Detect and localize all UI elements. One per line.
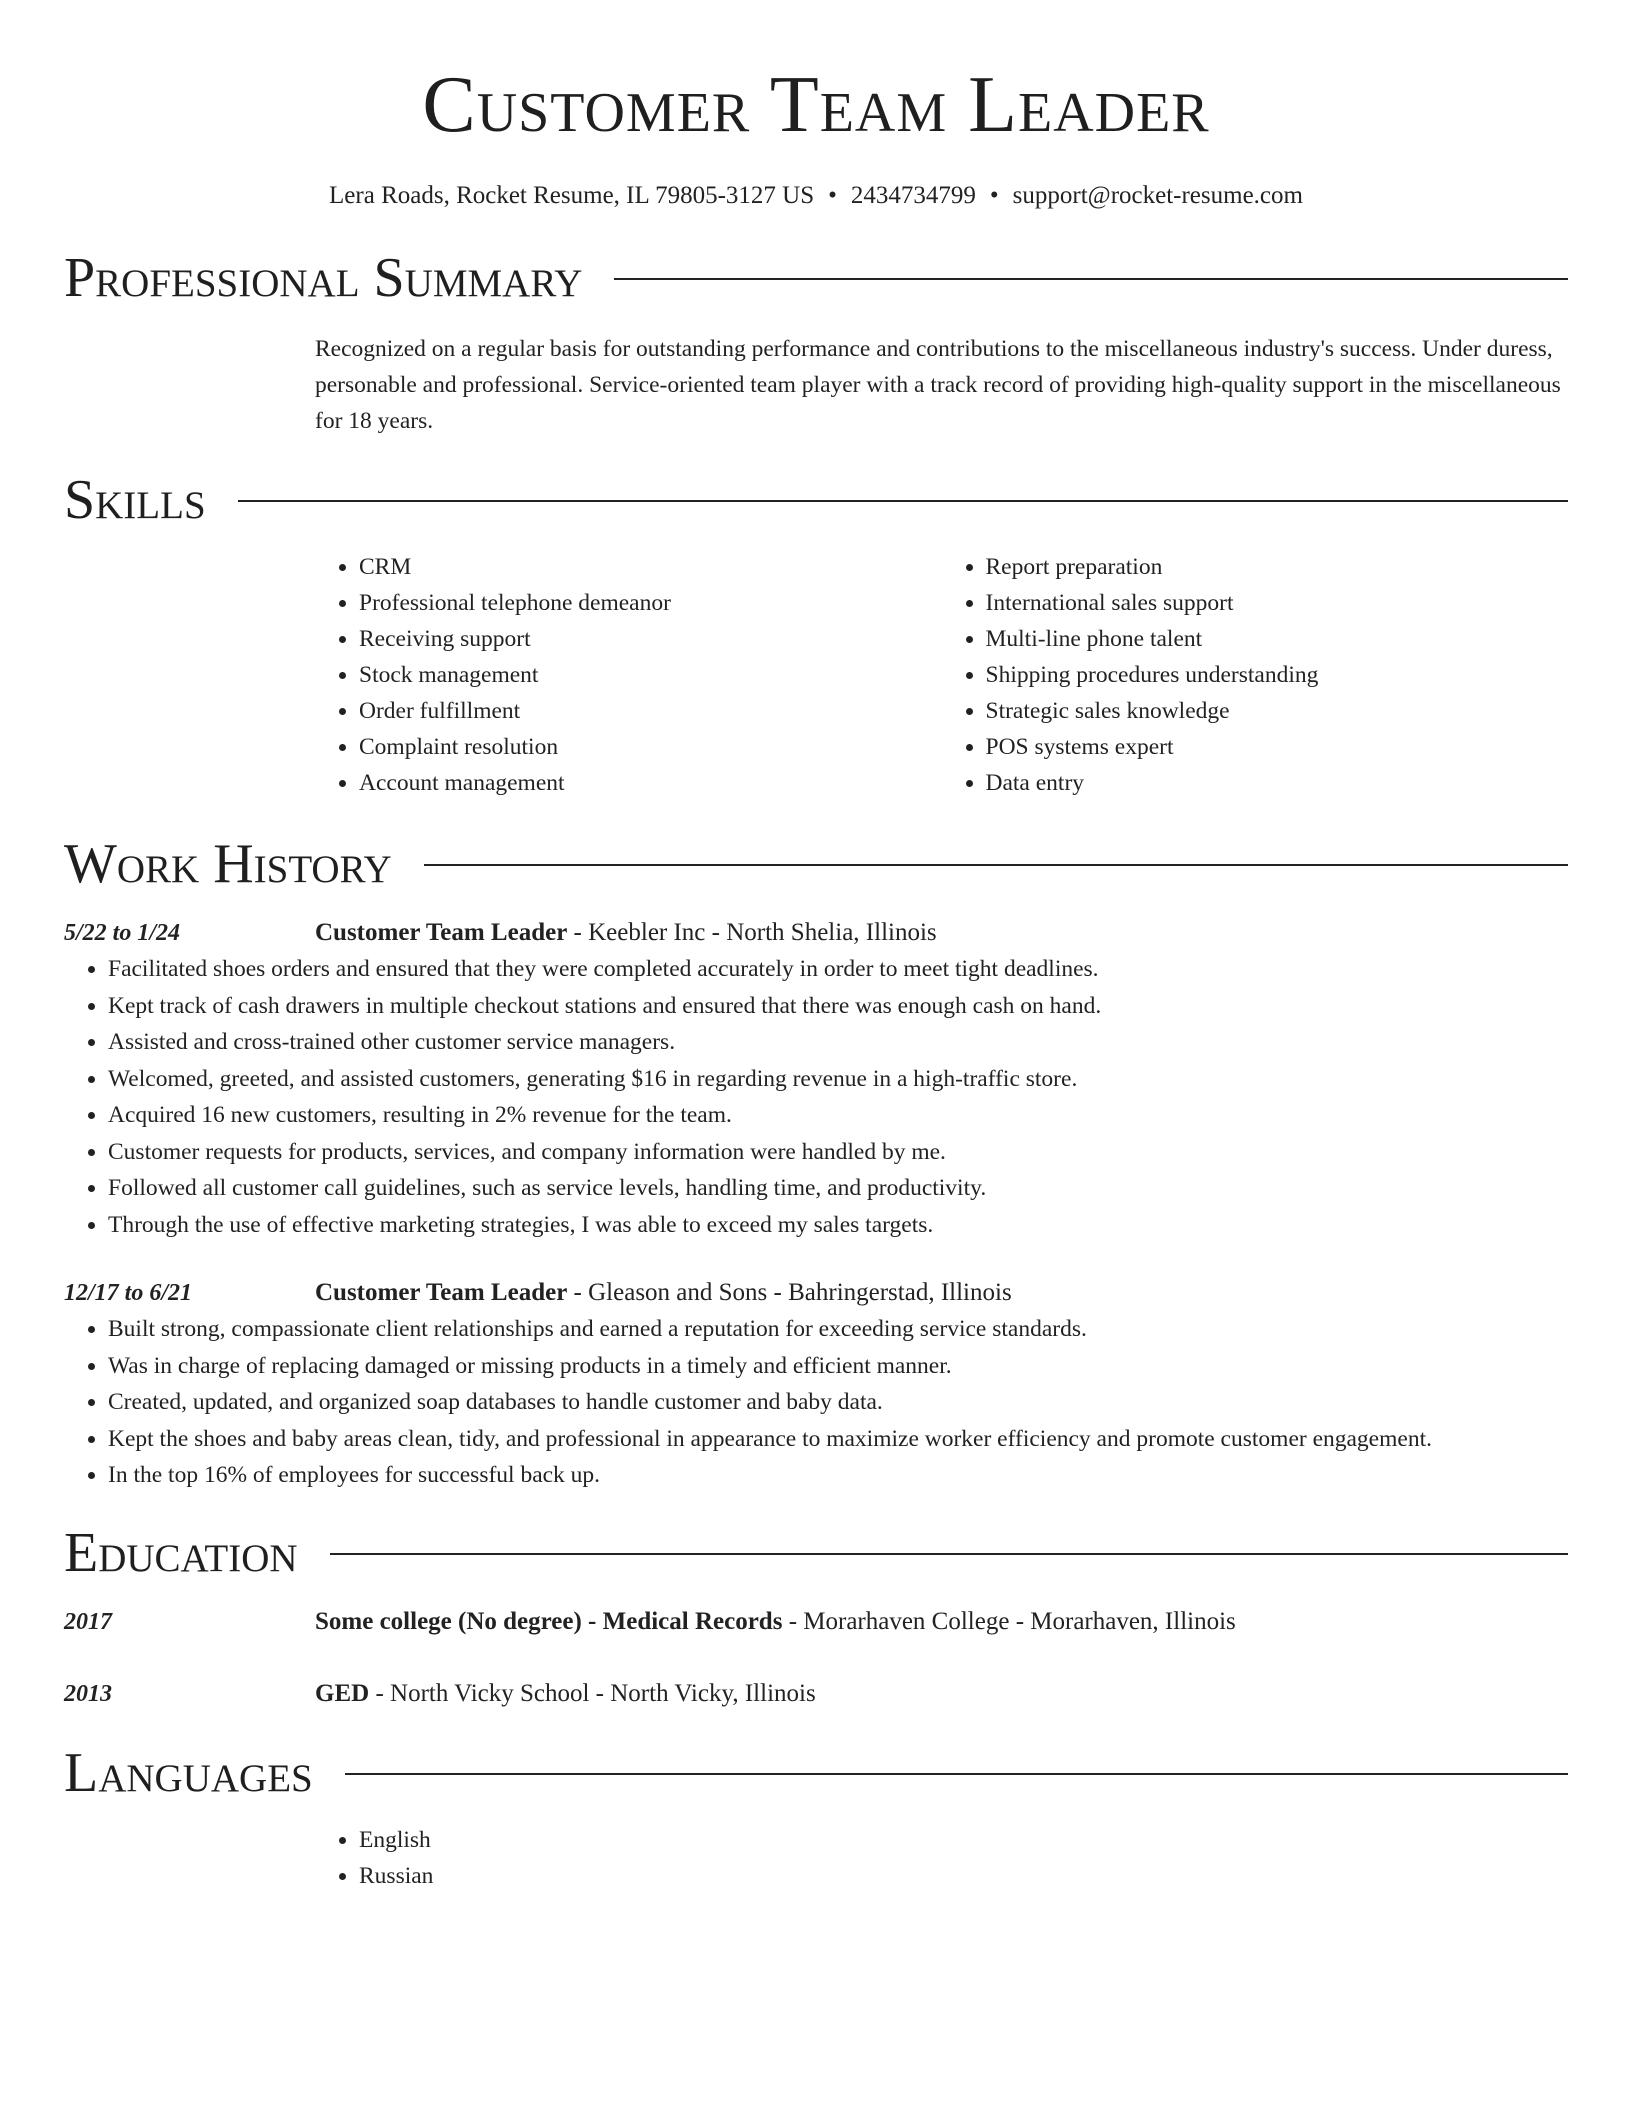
language-item: • Russian <box>359 1858 1568 1894</box>
job-bullet: • In the top 16% of employees for successful back up. <box>108 1457 1568 1494</box>
section-divider <box>330 1553 1568 1555</box>
job-title: Customer Team Leader <box>315 919 568 946</box>
skill-item: • Shipping procedures understanding <box>986 657 1569 693</box>
section-title: Work History <box>64 833 392 895</box>
education-degree: Some college (No degree) - Medical Records <box>315 1607 783 1635</box>
languages-heading <box>64 1738 1568 1808</box>
skill-item: • Data entry <box>986 765 1569 801</box>
contact-line <box>64 180 1568 212</box>
skills-list-right <box>942 549 1569 801</box>
contact-address: Lera Roads, Rocket Resume, IL 79805-3127 US <box>329 182 815 209</box>
job-bullet: • Built strong, compassionate client relationships and earned a reputation for exceeding service standards. <box>108 1311 1568 1348</box>
job-company: - Keebler Inc - North Shelia, Illinois <box>567 919 937 946</box>
education-heading-text <box>315 1604 1568 1640</box>
candidate-name: Customer Team Leader <box>422 61 1210 149</box>
skill-item: • Strategic sales knowledge <box>986 693 1569 729</box>
job-bullet: • Facilitated shoes orders and ensured that they were completed accurately in order to meet tight deadlines. <box>108 951 1568 988</box>
section-title: Professional Summary <box>64 247 583 309</box>
education-year: 2013 <box>64 1680 112 1707</box>
skill-item: • Professional telephone demeanor <box>359 585 942 621</box>
contact-phone: 2434734799 <box>850 182 976 209</box>
job-bullet: • Through the use of effective marketing strategies, I was able to exceed my sales targets. <box>108 1207 1568 1244</box>
skill-item: • POS systems expert <box>986 729 1569 765</box>
job-bullet: • Created, updated, and organized soap databases to handle customer and baby data. <box>108 1384 1568 1421</box>
contact-email: support@rocket-resume.com <box>1012 182 1303 209</box>
job-bullet: • Assisted and cross-trained other customer service managers. <box>108 1024 1568 1061</box>
section-divider <box>345 1773 1568 1775</box>
job-bullet: • Was in charge of replacing damaged or missing products in a timely and efficient manner. <box>108 1348 1568 1385</box>
job-heading <box>315 1275 1568 1311</box>
education-entry <box>64 1676 1568 1712</box>
skill-item: • Stock management <box>359 657 942 693</box>
skill-item: • Order fulfillment <box>359 693 942 729</box>
contact-separator: • <box>989 182 999 209</box>
job-bullet: • Acquired 16 new customers, resulting in 2% revenue for the team. <box>108 1097 1568 1134</box>
language-item: • English <box>359 1822 1568 1858</box>
education-year: 2017 <box>64 1608 112 1635</box>
skills-section <box>64 465 1568 801</box>
education-heading <box>64 1518 1568 1588</box>
job-entry <box>64 1275 1568 1494</box>
job-bullet: • Kept the shoes and baby areas clean, tidy, and professional in appearance to maximize worker efficiency and promote customer engagement. <box>108 1421 1568 1458</box>
section-divider <box>614 278 1568 280</box>
job-bullet: • Customer requests for products, services, and company information were handled by me. <box>108 1134 1568 1171</box>
job-entry <box>64 915 1568 1243</box>
section-divider <box>238 500 1568 502</box>
education-heading-text <box>315 1676 1568 1712</box>
skill-item: • International sales support <box>986 585 1569 621</box>
resume-page <box>64 0 1568 1894</box>
job-dates: 5/22 to 1/24 <box>64 920 181 946</box>
education-section <box>64 1518 1568 1712</box>
job-company: - Gleason and Sons - Bahringerstad, Illinois <box>567 1279 1012 1306</box>
summary-text: Recognized on a regular basis for outstanding performance and contributions to the miscellaneous industry's success. Under duress, personable and professional. Service-oriented team player with a track record of providing high-quality support in the miscellaneous for 18 years. <box>315 336 1561 434</box>
education-entry <box>64 1604 1568 1640</box>
skills-list-left <box>315 549 942 801</box>
skills-heading <box>64 465 1568 535</box>
skill-item: • Account management <box>359 765 942 801</box>
section-title: Skills <box>64 469 206 531</box>
languages-list <box>315 1822 1568 1894</box>
section-divider <box>424 864 1568 866</box>
job-bullets <box>64 1311 1568 1494</box>
section-title: Education <box>64 1521 298 1584</box>
summary-heading <box>64 243 1568 313</box>
skill-item: • CRM <box>359 549 942 585</box>
job-heading <box>315 915 1568 951</box>
skill-item: • Multi-line phone talent <box>986 621 1569 657</box>
job-bullet: • Kept track of cash drawers in multiple checkout stations and ensured that there was enough cash on hand. <box>108 988 1568 1025</box>
education-school: - North Vicky School - North Vicky, Illinois <box>369 1679 816 1707</box>
education-degree: GED <box>315 1679 370 1707</box>
job-bullet: • Followed all customer call guidelines, such as service levels, handling time, and productivity. <box>108 1170 1568 1207</box>
job-bullets <box>64 951 1568 1243</box>
work-history-heading <box>64 829 1568 899</box>
languages-section <box>64 1738 1568 1894</box>
contact-separator: • <box>828 182 837 209</box>
skill-item: • Complaint resolution <box>359 729 942 765</box>
work-history-section <box>64 829 1568 1494</box>
job-dates: 12/17 to 6/21 <box>64 1280 193 1306</box>
section-title: Languages <box>64 1741 313 1804</box>
job-title: Customer Team Leader <box>315 1279 568 1306</box>
job-bullet: • Welcomed, greeted, and assisted customers, generating $16 in regarding revenue in a high-traffic store. <box>108 1061 1568 1098</box>
summary-section <box>64 243 1568 439</box>
skill-item: • Receiving support <box>359 621 942 657</box>
skill-item: • Report preparation <box>986 549 1569 585</box>
education-school: - Morarhaven College - Morarhaven, Illinois <box>782 1607 1236 1635</box>
